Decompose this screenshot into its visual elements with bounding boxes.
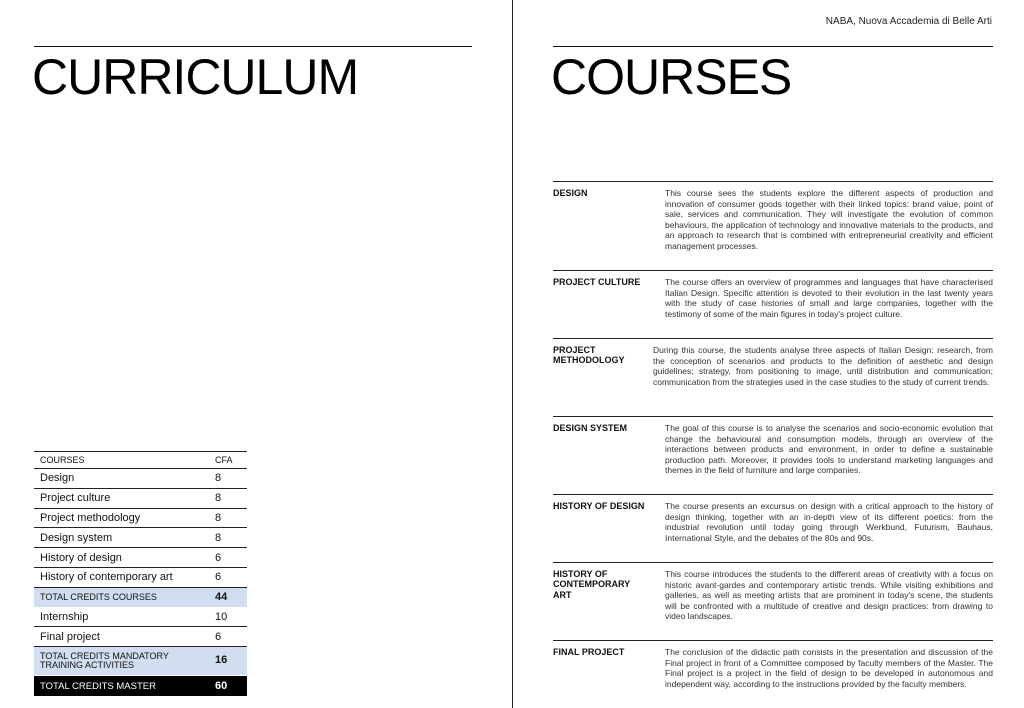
course-cfa: 6 <box>215 551 222 564</box>
title-rule <box>34 46 472 47</box>
course-description: The goal of this course is to analyse the scenarios and socio-economic evolution that change the behavioural and consumption models, through an overview of the interactions between products and environment, in order to define a sustainable production path. Moreover, it provides tools to understand marketing languages and themes in the field of furniture and large companies. <box>665 423 993 476</box>
course-cfa: 8 <box>215 492 222 505</box>
total-label: TOTAL CREDITS MASTER <box>40 680 156 692</box>
course-description: This course introduces the students to the different areas of creativity with a focus on historic avant-gardes and contemporary artistic trends. While visiting exhibitions and galleries, as well as meeting artists that are prominent in today's scene, the students will be confronted with a multitude of creative and design practices: from drawing to video landscapes. <box>665 569 993 622</box>
course-description: This course sees the students explore the different aspects of production and innovation of consumer goods together with their linked topics: brand value, point of sale, services and communication. They will investigate the evolution of common behaviours, the application of technology and innovative materials to the products, and an approach to research that is combined with entrepreneurial creativity and efficient management processes. <box>665 188 993 251</box>
right-page <box>513 0 1024 708</box>
running-header: NABA, Nuova Accademia di Belle Arti <box>825 16 992 27</box>
course-entry <box>553 338 993 387</box>
course-name: Design <box>40 472 75 485</box>
course-cfa: 8 <box>215 511 222 524</box>
course-name: Internship <box>40 610 89 623</box>
course-name: PROJECT CULTURE <box>553 277 641 287</box>
total-label: TOTAL CREDITS COURSES <box>40 592 157 603</box>
total-credits-courses-row <box>34 588 247 608</box>
title-rule <box>553 46 993 47</box>
total-credits-mandatory-row <box>34 647 247 676</box>
course-cfa: 6 <box>215 630 222 643</box>
page-title: COURSES <box>551 49 792 105</box>
course-name: History of design <box>40 551 122 564</box>
credits-table <box>34 451 247 696</box>
course-description: The course presents an excursus on design with a critical approach to the history of design thinking, together with an in-depth view of its different poetics: from the industrial revolution until today going through Werkbund, Futurism, Bauhaus, International Style, and the debates of the 80s and 90s. <box>665 501 993 543</box>
course-entry <box>553 494 993 543</box>
course-name: HISTORY OF CONTEMPORARY ART <box>553 569 631 600</box>
total-value: 44 <box>215 591 228 604</box>
table-row <box>34 509 247 529</box>
table-row <box>34 627 247 647</box>
table-row <box>34 608 247 628</box>
course-entry <box>553 181 993 251</box>
course-cfa: 8 <box>215 472 222 485</box>
course-name: Final project <box>40 630 100 643</box>
table-row <box>34 489 247 509</box>
course-cfa: 6 <box>215 571 222 584</box>
course-name: FINAL PROJECT <box>553 647 625 657</box>
course-name: PROJECT METHODOLOGY <box>553 345 625 366</box>
course-entry <box>553 562 993 622</box>
header-courses: COURSES <box>40 455 85 465</box>
course-name: DESIGN SYSTEM <box>553 423 628 433</box>
table-row <box>34 548 247 568</box>
course-entry <box>553 640 993 689</box>
course-description: During this course, the students analyse three aspects of Italian Design: research, from the conception of scenarios and products to the definition of aesthetic and design guidelines; strategy, from positioning to image, until distribution and communication; communication from the strategies used in the case studies to the study of current trends. <box>653 345 993 387</box>
course-name: Project culture <box>40 492 111 505</box>
course-name: Project methodology <box>40 511 141 524</box>
course-entry <box>553 270 993 319</box>
course-description: The course offers an overview of programmes and languages that have characterised Italian Design. Specific attention is devoted to their evolution in the last twenty years with the study of case histories of small and large companies, together with the testimony of some of the main figures in today's project culture. <box>665 277 993 319</box>
course-name: Design system <box>40 531 113 544</box>
table-row <box>34 469 247 489</box>
total-label: TOTAL CREDITS MANDATORY TRAINING ACTIVITIES <box>40 650 169 671</box>
course-name: History of contemporary art <box>40 571 173 584</box>
course-cfa: 10 <box>215 610 228 623</box>
course-name: DESIGN <box>553 188 588 198</box>
total-credits-master-row <box>34 676 247 696</box>
table-row <box>34 528 247 548</box>
header-cfa: CFA <box>215 455 233 465</box>
page-title: CURRICULUM <box>32 49 359 105</box>
course-cfa: 8 <box>215 531 222 544</box>
course-entry <box>553 416 993 476</box>
total-value: 60 <box>215 680 228 693</box>
table-row <box>34 568 247 588</box>
course-name: HISTORY OF DESIGN <box>553 501 645 511</box>
table-header <box>34 451 247 469</box>
course-description: The conclusion of the didactic path consists in the presentation and discussion of the Final project in front of a Committee composed by faculty members of the Master. The Final project is a project in the field of design to be developed in autonomous and independent way, according to the instructions provided by the faculty members. <box>665 647 993 689</box>
total-value: 16 <box>215 654 228 667</box>
